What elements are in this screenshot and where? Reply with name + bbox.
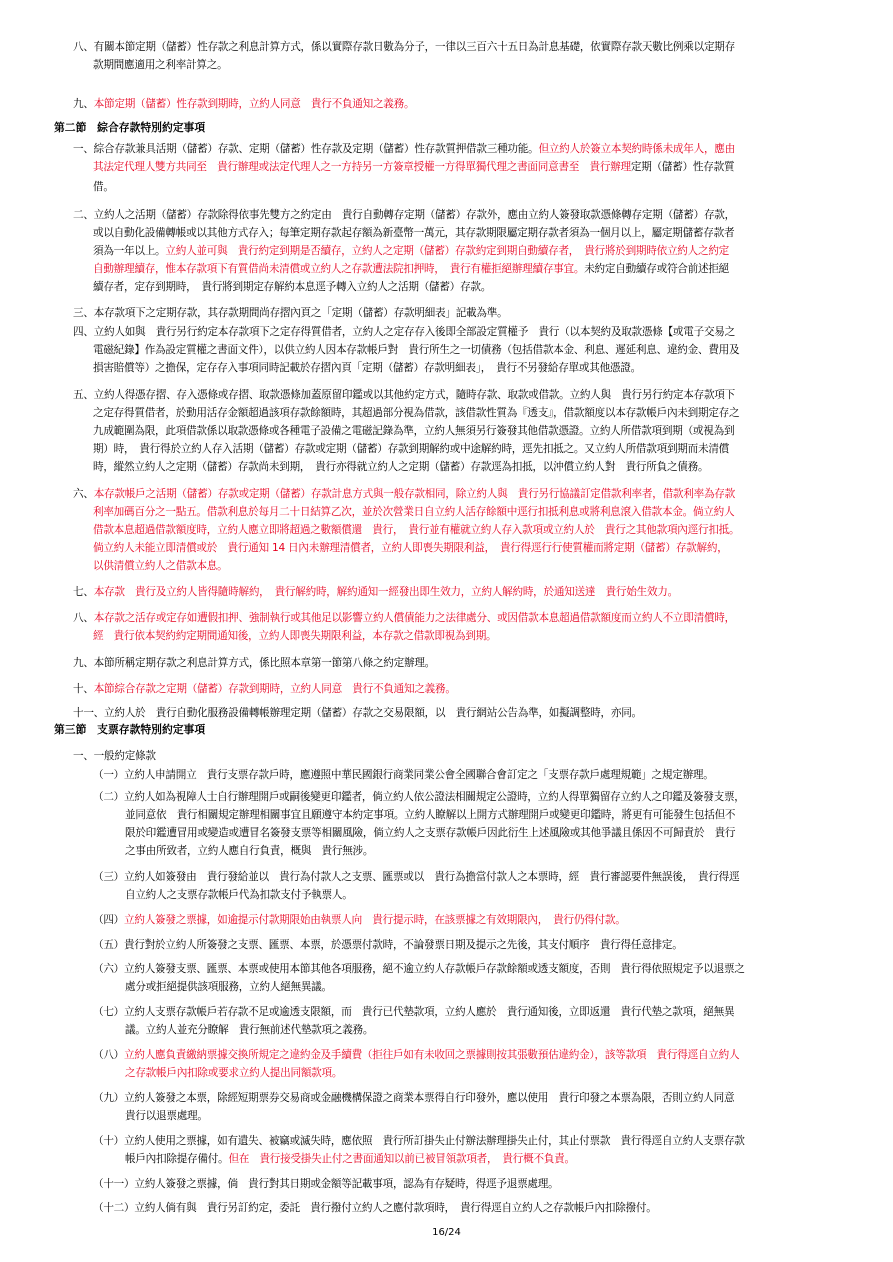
text-line <box>93 505 734 519</box>
body-text: 九成範圍為限，此項借款係以取款憑條或各種電子設備之電磁記錄為準，立約人無須另行簽發其他借款憑證。立約人所借款項到期（或視為到 <box>93 425 735 437</box>
text-line <box>73 208 735 222</box>
body-text: 款期間應適用之利率計算之。 <box>93 59 228 71</box>
text-line <box>73 682 456 696</box>
body-text: 十一、立約人於 貴行自動化服務設備轉帳辦理定期（儲蓄）存款之交易限額，以 貴行網站公告為準，如擬調整時，亦同。 <box>73 707 642 719</box>
body-text: 時，縱然立約人之定期（儲蓄）存款尚未到期， 貴行亦得就立約人之定期（儲蓄）存款逕為扣抵，以沖償立約人對 貴行所負之債務。 <box>93 461 709 473</box>
body-text: （四） <box>93 914 125 926</box>
body-text: 五、立約人得憑存摺、存入憑條或存摺、取款憑條加蓋原留印鑑或以其他約定方式，隨時存款、取款或借款。立約人與 貴行另行約定本存款項下 <box>73 389 735 401</box>
highlighted-text: 本存款 貴行及立約人皆得隨時解約， 貴行解約時，解約通知一經發出即生效力，立約人解約時，於通知送達 貴行始生效力。 <box>93 586 678 598</box>
text-line <box>125 1023 373 1037</box>
text-line <box>93 280 491 294</box>
text-line <box>93 938 683 952</box>
body-text: 損害賠償等）之擔保，定存存入事項同時記載於存摺內頁「定期（儲蓄）存款明細表」， 貴行不另發給存單或其他憑證。 <box>93 362 641 374</box>
text-line <box>93 1134 745 1148</box>
body-text: 八、有關本節定期（儲蓄）性存款之利息計算方式，係以實際存款日數為分子，一律以三百六十五日為計息基礎，依實際存款天數比例乘以定期存 <box>73 41 735 53</box>
text-line <box>73 97 414 111</box>
text-line <box>73 142 735 156</box>
highlighted-text: 自動辦理續存，惟本存款項下有質借尚未清償或立約人之存款遭法院扣押時， 貴行有權拒絕辦理續存事宜。 <box>93 263 585 275</box>
text-line <box>93 361 641 375</box>
text-line <box>73 388 735 402</box>
body-text: （十）立約人使用之票據，如有遺失、被竊或滅失時，應依照 貴行所訂掛失止付辦法辦理掛失止付，其止付票款 貴行得逕自立約人支票存款 <box>93 1135 745 1147</box>
text-line <box>93 406 739 420</box>
text-line <box>93 1177 558 1191</box>
text-line <box>125 1152 575 1166</box>
body-text: 九、 <box>73 98 94 110</box>
body-text: 三、本存款項下之定期存款，其存款期間尚存摺內頁之「定期（儲蓄）存款明細表」記載為準。 <box>73 307 508 319</box>
highlighted-text: 立約人應負責繳納票據交換所規定之違約金及手續費（拒往戶如有未收回之票據則按其張數預估違約金），該等款項 貴行得逕自立約人 <box>124 1049 740 1061</box>
body-text: （二）立約人如為視障人士自行辦理開戶或嗣後變更印鑑者，倘立約人依公證法相關規定公證時，立約人得單獨留存立約人之印鑑及簽發支票， <box>93 791 745 803</box>
text-line <box>93 262 729 276</box>
highlighted-text: 倘立約人未能立即清償或於 貴行通知 14 日內未辦理清償者，立約人即喪失期限利益， 貴行得逕行行使質權而將定期（儲蓄）存款解約， <box>93 542 728 554</box>
text-line <box>93 424 734 438</box>
text-line <box>73 749 156 763</box>
body-text: 九、本節所稱定期存款之利息計算方式，係比照本章第一節第八條之約定辦理。 <box>73 657 436 669</box>
body-text: （十二）立約人倘有與 貴行另訂約定，委託 貴行撥付立約人之應付款項時， 貴行得逕自立約人之存款帳戶內扣除撥付。 <box>93 1202 657 1214</box>
text-line <box>125 826 735 840</box>
text-line <box>93 442 729 456</box>
text-line <box>93 768 714 782</box>
text-line <box>93 629 496 643</box>
highlighted-text: 本存款帳戶之活期（儲蓄）存款或定期（儲蓄）存款計息方式與一般存款相同，除立約人與 貴行另行協議訂定借款利率者，借款利率為存款 <box>93 488 735 500</box>
highlighted-text: 但在 貴行接受掛失止付之書面通知以前已被冒領款項者， 貴行概不負責。 <box>228 1153 575 1165</box>
body-text: 六、 <box>73 488 94 500</box>
body-text: 帳戶內扣除提存備付。 <box>125 1153 229 1165</box>
text-line <box>93 1048 739 1062</box>
text-line <box>93 1201 657 1215</box>
body-text: （七）立約人支票存款帳戶若存款不足或逾透支限額，而 貴行已代墊款項，立約人應於 貴行通知後，立即返還 貴行代墊之款項，絕無異 <box>93 1006 735 1018</box>
section-heading-3: 第三節 支票存款特別約定事項 <box>54 723 206 736</box>
text-line <box>93 58 227 72</box>
body-text: 定期（儲蓄）性存款質 <box>630 161 735 173</box>
text-line <box>93 541 728 555</box>
body-text: 十、 <box>73 683 94 695</box>
body-text: 四、立約人如與 貴行另行約定本存款項下之定存得質借者，立約人之定存存入後即全部設定質權予 貴行（以本契約及取款憑條【或電子交易之 <box>73 326 735 338</box>
text-line <box>73 706 642 720</box>
text-line <box>93 460 708 474</box>
text-line <box>125 1066 342 1080</box>
body-text: 借。 <box>93 181 114 193</box>
body-text: 七、 <box>73 586 94 598</box>
highlighted-text: 借款本息超過借款額度時，立約人應立即將超過之數額償還 貴行， 貴行並有權就立約人存入款項或立約人於 貴行之其他款項內逕行扣抵。 <box>93 524 740 536</box>
body-text: （一）立約人申請開立 貴行支票存款戶時，應遵照中華民國銀行商業同業公會全國聯合會訂定之「支票存款戶處理規範」之規定辦理。 <box>93 769 714 781</box>
text-line <box>93 790 745 804</box>
section-heading-2: 第二節 綜合存款特別約定事項 <box>54 121 206 134</box>
body-text: （九）立約人簽發之本票，除經短期票券交易商或金融機構保證之商業本票得自行印發外，應以使用 貴行印發之本票為限，否則立約人同意 <box>93 1092 735 1104</box>
text-line <box>93 180 114 194</box>
body-text: 電磁紀錄】作為設定質權之書面文件），以供立約人因本存款帳戶對 貴行所生之一切債務（包括借款本金、利息、遲延利息、違約金、費用及 <box>93 344 740 356</box>
text-line <box>73 487 735 501</box>
highlighted-text: 立約人並可與 貴行約定到期是否續存，立約人之定期（儲蓄）存款約定到期自動續存者， 貴行將於到期時依立約人之約定 <box>165 245 730 257</box>
text-line <box>125 1109 208 1123</box>
body-text: 一、一般約定條款 <box>73 750 156 762</box>
text-line <box>73 306 507 320</box>
highlighted-text: 利率加碼百分之一點五。借款利息於每月二十日結算乙次，並於次營業日自立約人活存餘額中逕行扣抵利息或將利息滾入借款本金。倘立約人 <box>93 506 735 518</box>
text-line <box>93 913 626 927</box>
text-line <box>125 980 332 994</box>
body-text: 貴行以退票處理。 <box>125 1110 208 1122</box>
body-text: （五）貴行對於立約人所簽發之支票、匯票、本票，於憑票付款時，不論發票日期及提示之先後，其支付順序 貴行得任意排定。 <box>93 939 683 951</box>
highlighted-text: 本節定期（儲蓄）性存款到期時，立約人同意 貴行不負通知之義務。 <box>93 98 415 110</box>
body-text: 期）時， 貴行得於立約人存入活期（儲蓄）存款或定期（儲蓄）存款到期解約或中途解約時，逕先扣抵之。又立約人所借款項到期而未清償 <box>93 443 730 455</box>
highlighted-text: 立約人簽發之票據，如逾提示付款期限始由執票人向 貴行提示時，在該票據之有效期限內， 貴行仍得付款。 <box>124 914 626 926</box>
text-line <box>73 325 735 339</box>
body-text: 自立約人之支票存款帳戶代為扣款支付予執票人。 <box>125 889 353 901</box>
page-number: 16/24 <box>432 1227 461 1238</box>
body-text: 並同意依 貴行相關規定辦理相關事宜且願遵守本約定事項。立約人瞭解以上開方式辦理開戶或變更印鑑時，將更有可能發生包括但不 <box>125 809 736 821</box>
text-line <box>93 343 739 357</box>
body-text: 須為一年以上。 <box>93 245 166 257</box>
text-line <box>125 844 373 858</box>
text-line <box>73 656 435 670</box>
body-text: 或以自動化設備轉帳或以其他方式存入；每筆定期存款起存額為新臺幣一萬元，其存款期限屬定期存款者須為一個月以上，屬定期儲蓄存款者 <box>93 227 735 239</box>
body-text: 處分或拒絕提供該項服務，立約人絕無異議。 <box>125 981 332 993</box>
body-text: 未約定自動續存或符合前述拒絕 <box>584 263 730 275</box>
highlighted-text: 以供清償立約人之借款本息。 <box>93 560 228 572</box>
highlighted-text: 之存款帳戶內扣除或要求立約人提出同額款項。 <box>125 1067 343 1079</box>
body-text: 限於印鑑遭冒用或變造或遭冒名簽發支票等相關風險，倘立約人之支票存款帳戶因此衍生上述風險或其他爭議且係因不可歸責於 貴行 <box>125 827 736 839</box>
text-line <box>73 40 735 54</box>
text-line <box>93 559 227 573</box>
text-line <box>125 808 735 822</box>
body-text: 之事由所致者，立約人應自行負責，概與 貴行無涉。 <box>125 845 374 857</box>
highlighted-text: 本節綜合存款之定期（儲蓄）存款到期時，立約人同意 貴行不負通知之義務。 <box>93 683 456 695</box>
body-text: （三）立約人如簽發由 貴行發給並以 貴行為付款人之支票、匯票或以 貴行為擔當付款人之本票時，經 貴行審認要件無誤後， 貴行得逕 <box>93 871 740 883</box>
text-line <box>73 585 678 599</box>
text-line <box>93 1005 734 1019</box>
highlighted-text: 本存款之活存或定存如遭假扣押、強制執行或其他足以影響立約人償債能力之法律處分、或因借款本息超過借款額度而立約人不立即清償時， <box>93 612 735 624</box>
body-text: （十一）立約人簽發之票據，倘 貴行對其日期或金額等記載事項，認為有存疑時，得逕予退票處理。 <box>93 1178 559 1190</box>
highlighted-text: 但立約人於簽立本契約時係未成年人，應由 <box>538 143 735 155</box>
text-line <box>93 244 729 258</box>
body-text: 議。立約人並充分瞭解 貴行無前述代墊款項之義務。 <box>125 1024 374 1036</box>
body-text: （六）立約人簽發支票、匯票、本票或使用本節其他各項服務，絕不逾立約人存款帳戶存款餘額或透支額度，否則 貴行得依照規定予以退票之 <box>93 963 745 975</box>
text-line <box>93 523 739 537</box>
body-text: 續存者，定存到期時， 貴行將到期定存解約本息逕予轉入立約人之活期（儲蓄）存款。 <box>93 281 492 293</box>
text-line <box>93 160 734 174</box>
body-text: 二、立約人之活期（儲蓄）存款除得依事先雙方之約定由 貴行自動轉存定期（儲蓄）存款外，應由立約人簽發取款憑條轉存定期（儲蓄）存款， <box>73 209 735 221</box>
text-line <box>125 888 353 902</box>
body-text: 一、綜合存款兼具活期（儲蓄）存款、定期（儲蓄）性存款及定期（儲蓄）性存款質押借款三種功能。 <box>73 143 539 155</box>
body-text: （八） <box>93 1049 125 1061</box>
text-line <box>93 962 745 976</box>
text-line <box>93 1091 734 1105</box>
highlighted-text: 其法定代理人雙方共同至 貴行辦理或法定代理人之一方持另一方簽章授權一方得單獨代理之書面同意書至 貴行辦理 <box>93 161 631 173</box>
body-text: 之定存得質借者，於動用活存金額超過該項存款餘額時，其超過部分視為借款，該借款性質為『透支』，借款額度以本存款帳戶內未到期定存之 <box>93 407 740 419</box>
text-line <box>93 226 734 240</box>
highlighted-text: 經 貴行依本契約約定期間通知後，立約人即喪失期限利益，本存款之借款即視為到期。 <box>93 630 497 642</box>
text-line <box>73 611 735 625</box>
body-text: 八、 <box>73 612 94 624</box>
text-line <box>93 870 739 884</box>
